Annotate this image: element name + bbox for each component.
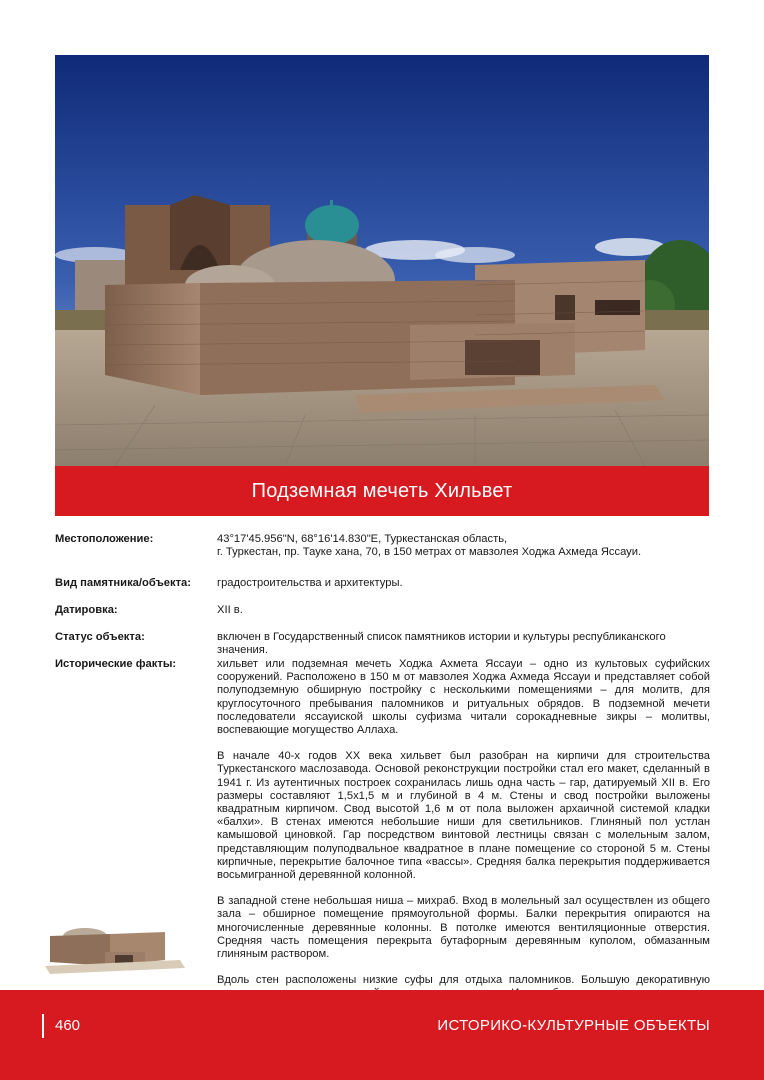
history-paragraph: В начале 40-х годов XX века хильвет был разобран на кирпичи для строительства Туркестанского маслозавода. Основой реконструкции постройки стал его макет, сделанный в 1941 г. Из аутентичных построек сохранилась лишь одна часть – гар, датируемый XII в. Его размеры составляют 1,5х1,5 м и глубиной в 4 м. Стены и свод постройки выложены квадратным кирпичом. Свод высотой 1,6 м от пола выложен архаичной системой кладки «балхи». В стенах имеются небольшие ниши для светильников. Глиняный пол устлан камышовой циновкой. Гар посредством винтовой лестницы связан с молельным залом, представляющим полуподвальное квадратное в плане помещение со стороной 5 м. Стены кирпичные, перекрытие балочное типа «вассы». Средняя балка перекрытия поддерживается восьмигранной деревянной колонной. <box>217 750 710 882</box>
title-band <box>55 466 709 516</box>
history-label: Исторические факты: <box>55 658 177 670</box>
location-value <box>217 533 710 559</box>
mosque-thumbnail <box>45 922 185 974</box>
date-value: XII в. <box>217 604 243 616</box>
status-label: Статус объекта: <box>55 631 145 643</box>
history-text <box>217 658 710 1040</box>
location-label: Местоположение: <box>55 533 154 545</box>
date-label: Датировка: <box>55 604 118 616</box>
mosque-photo <box>55 55 709 466</box>
footer-divider <box>42 1014 44 1038</box>
history-paragraph: Вдоль стен расположены низкие суфы для отдыха паломников. Большую декоративную <box>217 974 710 987</box>
status-value: включен в Государственный список памятников истории и культуры республиканского значения. <box>217 631 666 657</box>
location-line2: г. Туркестан, пр. Тауке хана, 70, в 150 метрах от мавзолея Ходжа Ахмеда Яссауи. <box>217 546 642 559</box>
type-value: градостроительства и архитектуры. <box>217 577 403 589</box>
type-label: Вид памятника/объекта: <box>55 577 191 589</box>
location-line1: 43°17'45.956"N, 68°16'14.830"E, Туркестанская область, <box>217 533 508 545</box>
history-paragraph: В западной стене небольшая ниша – михраб. Вход в молельный зал осуществлен из общего зала – обширное помещение прямоугольной формы. Балки перекрытия опираются на многочисленные деревянные колонны. В потолке имеются вентиляционные отверстия. Средняя часть помещения перекрыта бутафорным деревянным куполом, обмазанным глиняным раствором. <box>217 895 710 961</box>
page-number: 460 <box>55 1017 81 1034</box>
page-title: Подземная мечеть Хильвет <box>251 479 513 502</box>
page-footer <box>0 990 764 1080</box>
history-paragraph: хильвет или подземная мечеть Ходжа Ахмета Яссауи – одно из культовых суфийских сооружений. Расположено в 150 м от мавзолея Ходжа Ахмеда Яссауи и представляет собой полуподземную обширную постройку с несколькими помещениями – для молитв, для круглосуточного пребывания паломников и ритуальных обрядов. В подземной мечети последователи яссауиской школы суфизма читали сорокадневные зикры – молитвы, воспевающие могущество Аллаха. <box>217 658 710 737</box>
section-title: ИСТОРИКО-КУЛЬТУРНЫЕ ОБЪЕКТЫ <box>437 1017 710 1034</box>
